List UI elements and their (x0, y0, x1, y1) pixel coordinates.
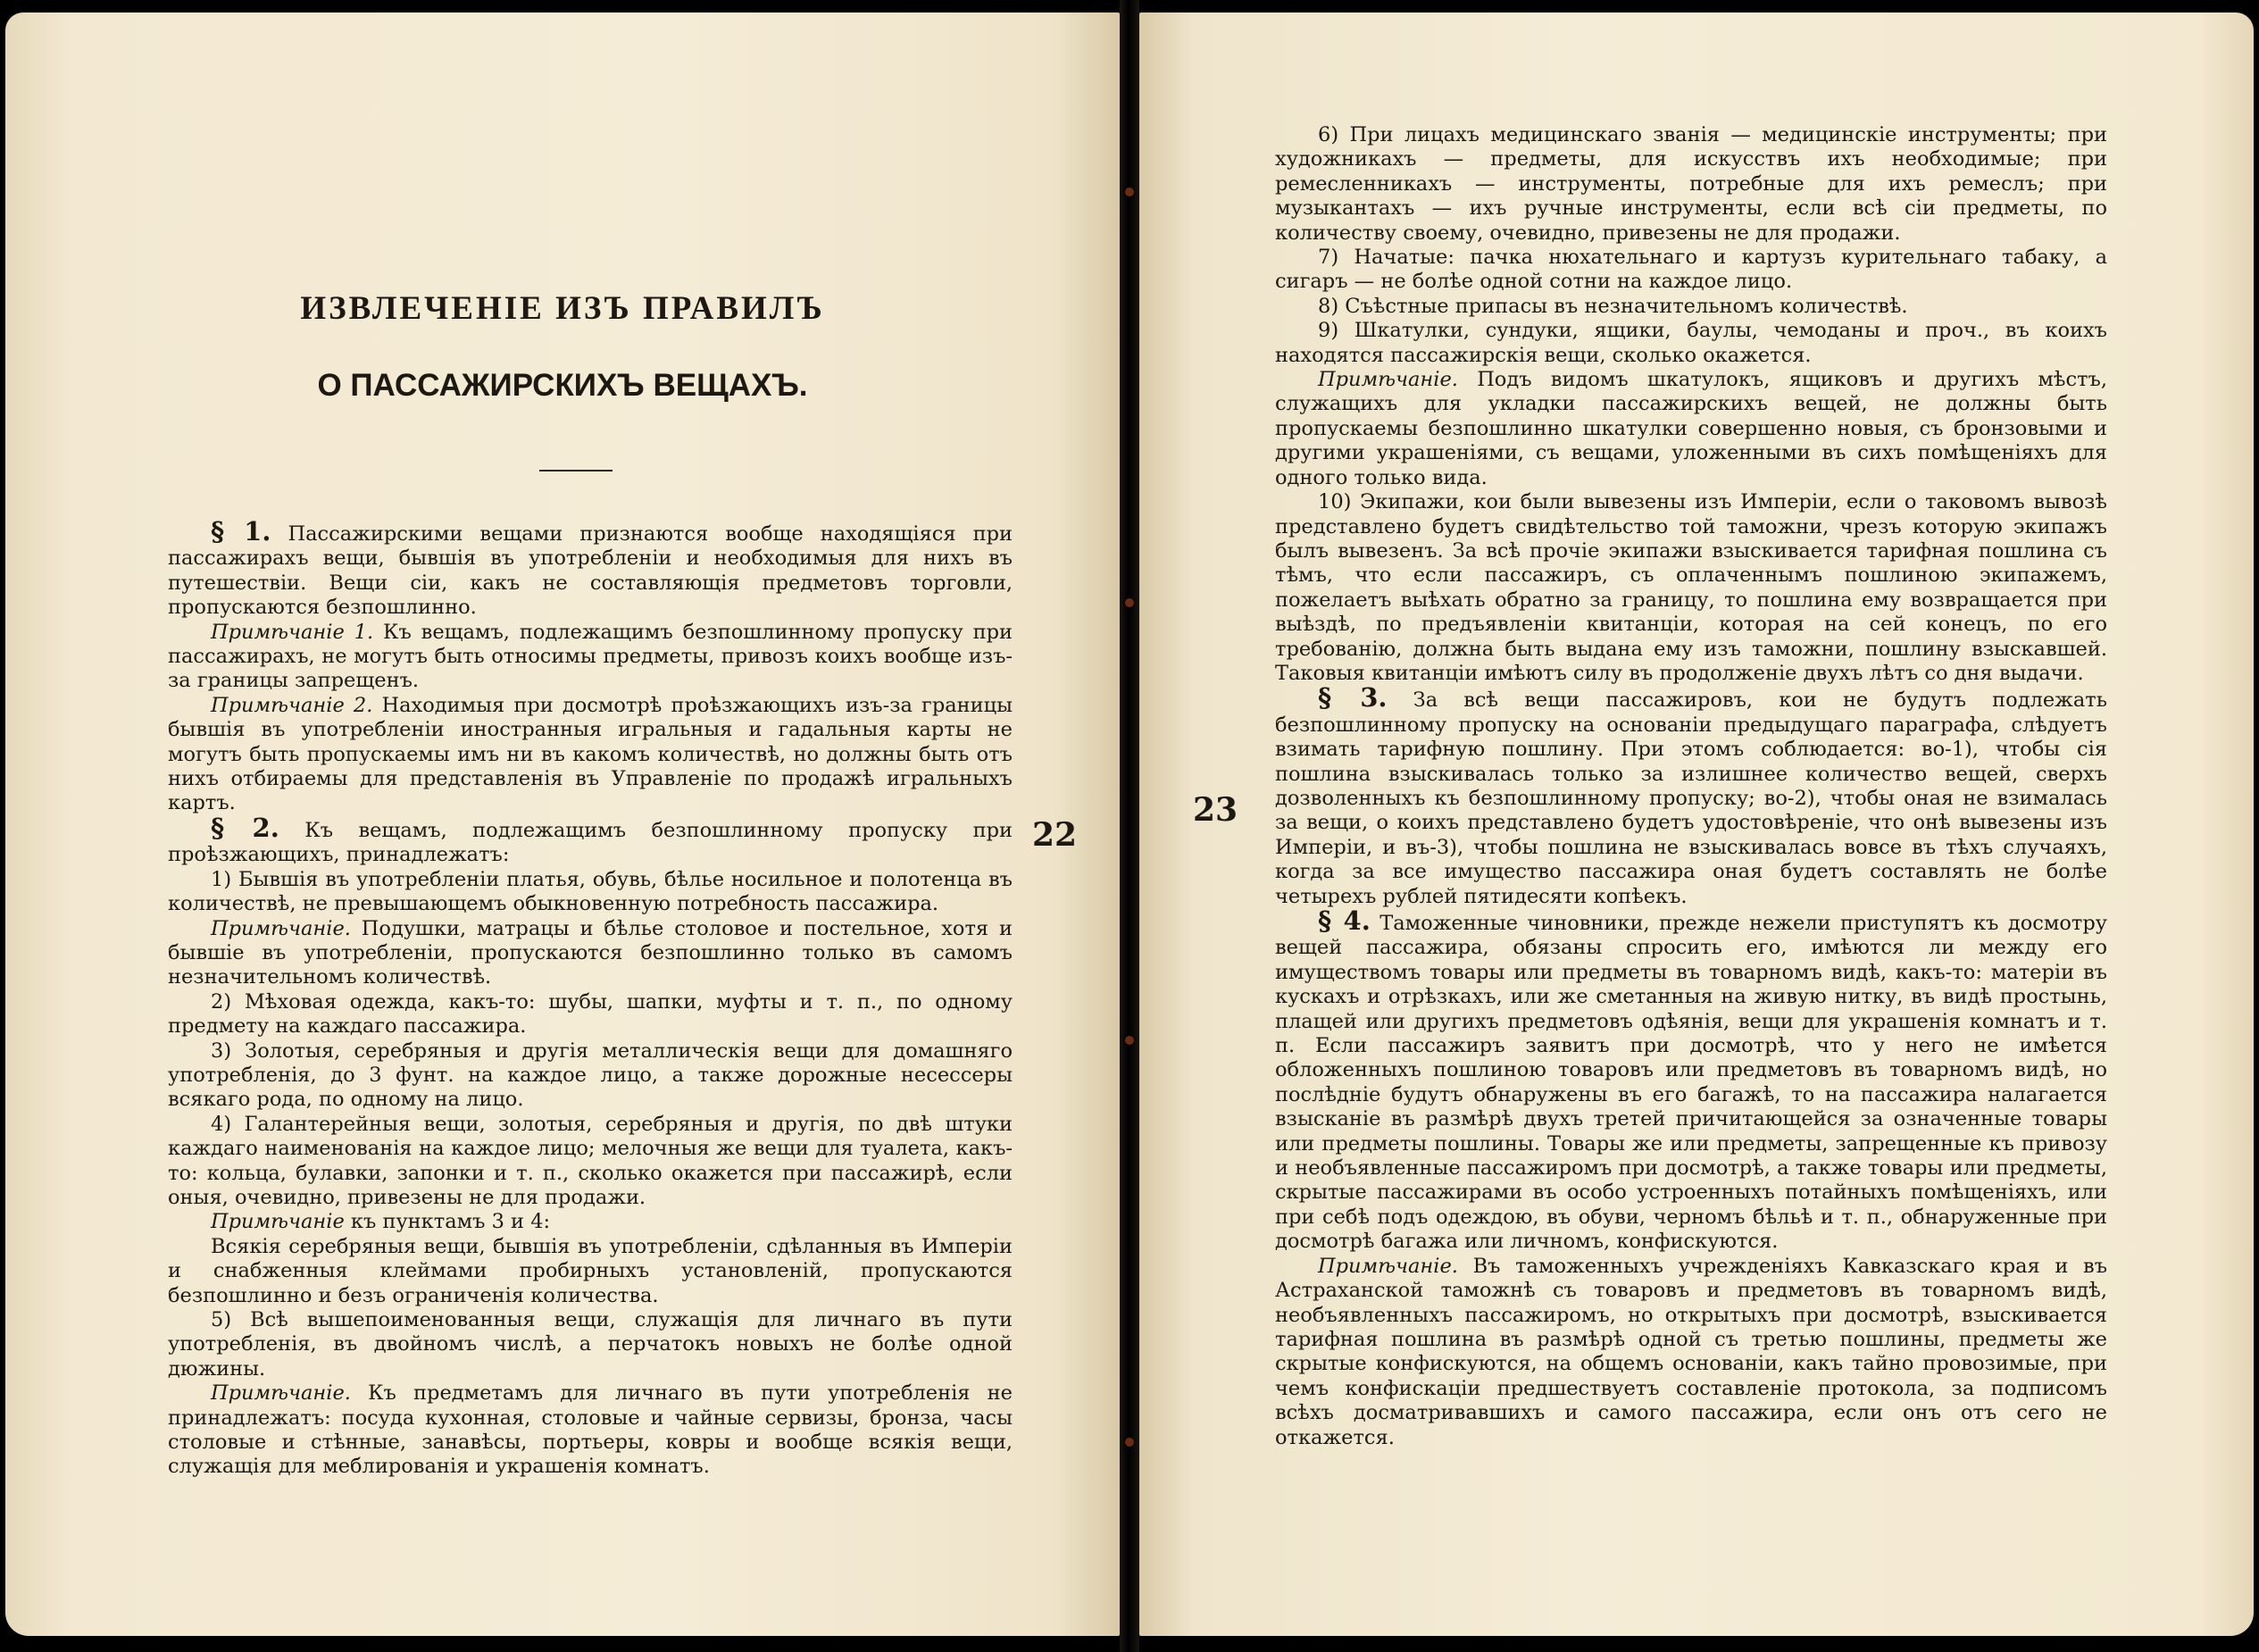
page-number: 23 (1193, 791, 1238, 829)
paragraph (168, 516, 1013, 621)
paragraph-text: Подъ видомъ шкатулокъ, ящиковъ и другихъ мѣстъ, служащихъ для укладки пассажирскихъ вещей, не должны быть пропускаемы безпошлинно шкатулки совершенно новыя, съ бронзовыми и другими украшеніями, съ вещами, уложенными въ сихъ помѣщеніяхъ для одного только вида. (1275, 368, 2107, 489)
paragraph-text: 6) При лицахъ медицинскаго званія — медицинскіе инструменты; при художникахъ — предметы, для искусствъ ихъ необходимые; при ремесленникахъ — инструменты, потребные для ихъ ремеслъ; при музыкантахъ — ихъ ручные инструменты, если всѣ сіи предметы, по количеству своему, очевидно, привезены не для продажи. (1275, 123, 2107, 245)
page-title: ИЗВЛЕЧЕНІЕ ИЗЪ ПРАВИЛЪ (300, 290, 825, 327)
paragraph (1275, 123, 2107, 246)
paragraph-text: Находимыя при досмотрѣ проѣзжающихъ изъ-за границы бывшія въ употребленіи иностранныя игральныя и гадальныя карты не могутъ быть пропускаемы имъ ни въ какомъ количествѣ, но должны быть отъ нихъ отбираемы для представленія въ Управленіе по продажѣ игральныхъ картъ. (168, 693, 1013, 815)
paragraph-text: Подушки, матрацы и бѣлье столовое и постельное, хотя и бывшіе въ употребленіи, пропускаются безпошлинно только въ самомъ незначительномъ количествѣ. (168, 916, 1013, 989)
paragraph (1275, 368, 2107, 490)
paragraph (1275, 1255, 2107, 1450)
paragraph (1275, 682, 2107, 909)
paragraph-text: 4) Галантерейныя вещи, золотыя, серебряныя и другія, по двѣ штуки каждаго наименованія на каждое лицо; мелочныя же вещи для туалета, какъ-то: кольца, булавки, запонки и т. п., сколько окажется при пассажирѣ, если оныя, очевидно, привезены не для продажи. (168, 1112, 1013, 1209)
page-number: 22 (1032, 816, 1078, 854)
paragraph (168, 990, 1013, 1039)
paragraph (1275, 905, 2107, 1255)
paragraph (168, 1039, 1013, 1113)
binding-stitch (1125, 1438, 1134, 1447)
section-mark: § 3. (1318, 682, 1388, 713)
paragraph-text: Всякія серебряныя вещи, бывшія въ употребленіи, сдѣланныя въ Имперіи и снабженныя клеймами пробирныхъ установленій, пропускаются безпошлинно и безъ ограниченія количества. (168, 1234, 1013, 1307)
paragraph (168, 1381, 1013, 1480)
note-label: Примѣчаніе. (211, 916, 351, 940)
binding-stitch (1125, 598, 1134, 607)
note-label: Примѣчаніе. (211, 1381, 351, 1406)
book-gutter (1120, 0, 1139, 1652)
paragraph-text: За всѣ вещи пассажировъ, кои не будутъ подлежать безпошлинному пропуску на основаніи предыдущаго параграфа, слѣдуетъ взимать тарифную пошлину. При этомъ соблюдается: во-1), чтобы сія пошлина взыскивалась только за излишнее количество вещей, сверхъ дозволенныхъ къ безпошлинному пропуску; во-2), чтобы оная не взималась за вещи, о коихъ представлено будетъ удостовѣреніе, что онѣ вывезены изъ Имперіи, и въ-3), чтобы пошлина не взыскивалась вовсе въ тѣхъ случаяхъ, когда за все имущество пассажира оная будетъ составлять не болѣе четырехъ рублей пятидесяти копѣекъ. (1275, 688, 2107, 908)
paragraph-text: Въ таможенныхъ учрежденіяхъ Кавказскаго края и въ Астраханской таможнѣ съ товаровъ и предметовъ въ товарномъ видѣ, необъявленныхъ пассажиромъ, но открытыхъ при досмотрѣ, взыскивается тарифная пошлина въ размѣрѣ одной съ третью пошлины, предметы же скрытые конфискуются, на общемъ основаніи, какъ тайно провозимые, при чемъ конфискаціи предшествуетъ составленіе протокола, за подписомъ всѣхъ досматривавшихъ и самого пассажира, если онъ отъ сего не откажется. (1275, 1254, 2108, 1449)
paragraph (168, 1210, 1013, 1234)
paragraph (1275, 246, 2107, 295)
binding-stitch (1125, 188, 1134, 196)
paragraph-text: 8) Съѣстные припасы въ незначительномъ количествѣ. (1318, 294, 1908, 318)
paragraph (168, 812, 1013, 868)
paragraph (168, 917, 1013, 990)
note-label: Примѣчаніе 1. (211, 620, 374, 644)
paragraph (1275, 490, 2107, 686)
paragraph-text: 1) Бывшія въ употребленіи платья, обувь, бѣлье носильное и полотенца въ количествѣ, не превышающемъ обыкновенную потребность пассажира. (168, 867, 1013, 916)
section-mark: § 2. (211, 812, 279, 843)
paragraph-text: 5) Всѣ вышепоименованныя вещи, служащія для личнаго въ пути употребленія, въ двойномъ числѣ, а перчатокъ новыхъ не болѣе одной дюжины. (168, 1308, 1013, 1381)
paragraph-text: Таможенные чиновники, прежде нежели приступятъ къ досмотру вещей пассажира, обязаны спросить его, имѣются ли между его имуществомъ товары или предметы въ товарномъ видѣ, какъ-то: матеріи въ кускахъ и отрѣзкахъ, или же сметанныя на живую нитку, въ видѣ простынь, плащей или другихъ предметовъ одѣянія, вещи для украшенія комнатъ и т. п. Если пассажиръ заявитъ при досмотрѣ, что у него не имѣется обложенныхъ пошлиною товаровъ или предметовъ въ товарномъ видѣ, но послѣдніе будутъ обнаружены въ его багажѣ, то на пассажира налагается взысканіе въ размѣрѣ двухъ третей причитающейся за означенные товары или предметы пошлины. Товары же или предметы, запрещенные къ привозу и необъявленные пассажиромъ при досмотрѣ, а также товары или предметы, скрытые пассажирами въ особо устроенныхъ потайныхъ помѣщеніяхъ, или при себѣ подъ одеждою, въ обуви, черномъ бѣльѣ и т. п., обнаруженные при досмотрѣ багажа или личномъ, конфискуются. (1275, 912, 2107, 1254)
page-subtitle: О ПАССАЖИРСКИХЪ ВЕЩАХЪ. (317, 368, 808, 403)
paragraph-text: Къ предметамъ для личнаго въ пути употребленія не принадлежатъ: посуда кухонная, столовые и чайные сервизы, бронза, часы столовые и стѣнные, занавѣсы, портьеры, ковры и вообще всякія вещи, служащія для меблированія и украшенія комнатъ. (168, 1381, 1013, 1479)
paragraph-text: 10) Экипажи, кои были вывезены изъ Имперіи, если о таковомъ вывозѣ представлено будетъ свидѣтельство той таможни, чрезъ которую экипажъ былъ вывезенъ. За всѣ прочіе экипажи взыскивается тарифная пошлина съ тѣмъ, что если пассажиръ, съ оплаченнымъ пошлиною экипажемъ, пожелаетъ выѣхать обратно за границу, то пошлина ему возвращается при выѣздѣ, по предъявленіи квитанціи, которая на сей конецъ, по его требованію, должна быть выдана ему изъ таможни, пошлину взыскавшей. Таковыя квитанціи имѣютъ силу въ продолженіе двухъ лѣтъ со дня выдачи. (1275, 490, 2107, 685)
paragraph-text: Къ вещамъ, подлежащимъ безпошлинному пропуску при пассажирахъ, не могутъ быть относимы предметы, привозъ коихъ вообще изъ-за границы запрещенъ. (168, 620, 1013, 693)
paragraph-text: Къ вещамъ, подлежащимъ безпошлинному пропуску при проѣзжающихъ, принадлежатъ: (168, 818, 1013, 867)
paragraph (168, 621, 1013, 694)
paragraph (168, 1235, 1013, 1308)
right-page (1139, 13, 2254, 1636)
paragraph-text: 9) Шкатулки, сундуки, ящики, баулы, чемоданы и проч., въ коихъ находятся пассажирскія вещи, сколько окажется. (1275, 319, 2107, 367)
section-mark: § 1. (211, 516, 271, 546)
left-page (5, 13, 1120, 1636)
paragraph-text: Пассажирскими вещами признаются вообще находящіяся при пассажирахъ вещи, бывшія въ употребленіи и необходимыя для нихъ въ путешествіи. Вещи сіи, какъ не составляющія предметовъ торговли, пропускаются безпошлинно. (168, 522, 1013, 620)
paragraph (1275, 295, 2107, 319)
title-divider (539, 470, 613, 471)
paragraph-text: 7) Начатые: пачка нюхательнаго и картузъ курительнаго табаку, а сигаръ — не болѣе одной сотни на каждое лицо. (1275, 246, 2107, 294)
right-page-text (1275, 123, 2107, 1450)
paragraph (168, 1308, 1013, 1381)
paragraph (168, 868, 1013, 917)
left-page-text (168, 516, 1013, 1480)
paragraph (1275, 319, 2107, 368)
note-label: Примѣчаніе. (1318, 368, 1458, 392)
note-label: Примѣчаніе 2. (211, 693, 373, 717)
note-label: Примѣчаніе (211, 1210, 345, 1234)
paragraph (168, 694, 1013, 816)
paragraph-text: 3) Золотыя, серебряныя и другія металлическія вещи для домашняго употребленія, до 3 фунт. на каждое лицо, а также дорожные несессеры всякаго рода, по одному на лицо. (168, 1039, 1013, 1112)
paragraph-text: 2) Мѣховая одежда, какъ-то: шубы, шапки, муфты и т. п., по одному предмету на каждаго пассажира. (168, 989, 1013, 1039)
binding-stitch (1125, 1036, 1134, 1045)
paragraph (168, 1113, 1013, 1211)
section-mark: § 4. (1318, 905, 1371, 936)
note-label: Примѣчаніе. (1318, 1254, 1458, 1278)
paragraph-text: къ пунктамъ 3 и 4: (350, 1210, 551, 1234)
